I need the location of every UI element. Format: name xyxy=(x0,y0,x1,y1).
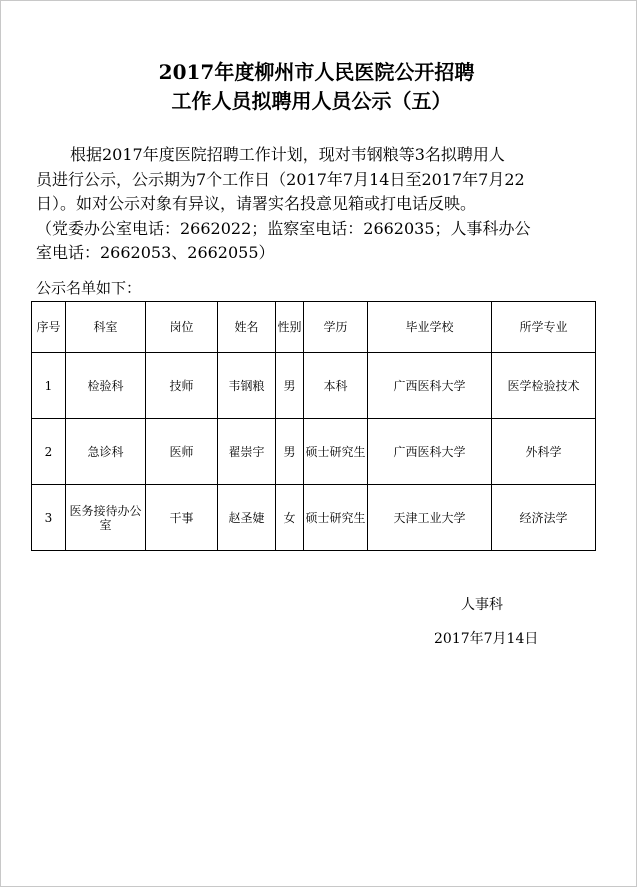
cell-major: 经济法学 xyxy=(492,485,596,551)
cell-gender: 男 xyxy=(276,419,304,485)
cell-index: 1 xyxy=(32,353,66,419)
paragraph-line: 根据2017年度医院招聘工作计划，现对韦钢粮等3名拟聘用人 xyxy=(70,145,505,164)
paragraph-line: 日）。如对公示对象有异议，请署实名投意见箱或打电话反映。 xyxy=(36,194,477,213)
cell-department: 检验科 xyxy=(66,353,146,419)
paragraph-line: （党委办公室电话：2662022；监察室电话：2662035；人事科办公 xyxy=(36,218,531,238)
header-gender: 性别 xyxy=(276,302,304,353)
cell-education: 硕士研究生 xyxy=(304,485,368,551)
cell-education: 本科 xyxy=(304,353,368,419)
cell-department: 急诊科 xyxy=(66,419,146,485)
cell-name: 赵圣婕 xyxy=(218,485,276,551)
cell-index: 3 xyxy=(32,485,66,551)
cell-position: 技师 xyxy=(146,353,218,419)
cell-school: 广西医科大学 xyxy=(368,419,492,485)
document-title-line-2: 工作人员拟聘用人员公示（五） xyxy=(171,89,452,113)
table-row xyxy=(32,353,596,419)
cell-education: 硕士研究生 xyxy=(304,419,368,485)
paragraph-line: 员进行公示，公示期为7个工作日（2017年7月14日至2017年7月22 xyxy=(36,169,525,189)
header-education: 学历 xyxy=(304,302,368,353)
cell-school: 天津工业大学 xyxy=(368,485,492,551)
signature-date: 2017年7月14日 xyxy=(434,631,539,647)
table-row xyxy=(32,485,596,551)
cell-name: 翟崇宇 xyxy=(218,419,276,485)
list-intro: 公示名单如下： xyxy=(36,279,142,297)
header-index: 序号 xyxy=(32,302,66,353)
paragraph-line: 室电话：2662053、2662055） xyxy=(36,243,275,262)
header-school: 毕业学校 xyxy=(368,302,492,353)
candidate-table xyxy=(31,301,596,551)
header-department: 科室 xyxy=(66,302,146,353)
cell-department: 医务接待办公室 xyxy=(66,485,146,551)
cell-name: 韦钢粮 xyxy=(218,353,276,419)
cell-position: 干事 xyxy=(146,485,218,551)
cell-gender: 男 xyxy=(276,353,304,419)
table-row xyxy=(32,419,596,485)
cell-school: 广西医科大学 xyxy=(368,353,492,419)
cell-position: 医师 xyxy=(146,419,218,485)
announcement-paragraph xyxy=(36,143,602,266)
header-position: 岗位 xyxy=(146,302,218,353)
cell-major: 医学检验技术 xyxy=(492,353,596,419)
cell-major: 外科学 xyxy=(492,419,596,485)
header-major: 所学专业 xyxy=(492,302,596,353)
cell-gender: 女 xyxy=(276,485,304,551)
cell-index: 2 xyxy=(32,419,66,485)
signature-department: 人事科 xyxy=(461,597,503,613)
table-header-row xyxy=(32,302,596,353)
header-name: 姓名 xyxy=(218,302,276,353)
document-title-line-1: 2017年度柳州市人民医院公开招聘 xyxy=(158,60,475,84)
